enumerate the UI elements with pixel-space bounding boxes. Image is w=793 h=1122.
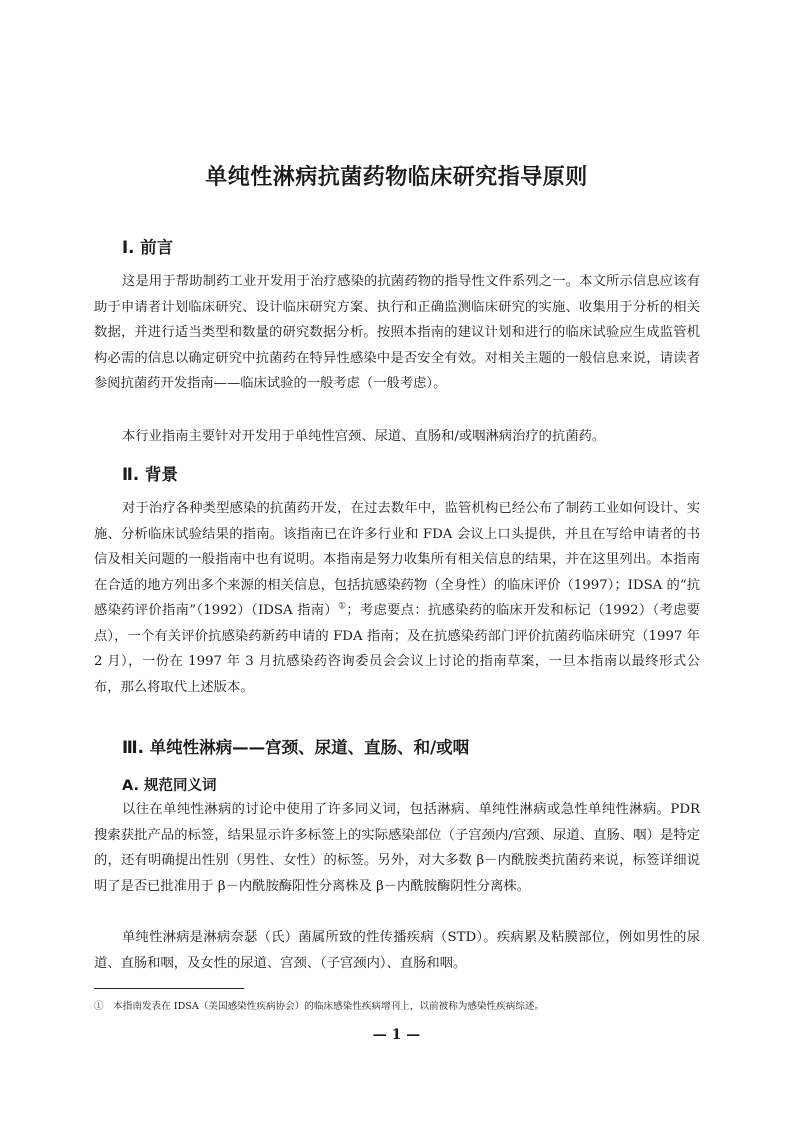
synonyms-paragraph-1: 以往在单纯性淋病的讨论中使用了许多同义词，包括淋病、单纯性淋病或急性单纯性淋病。PDR 搜索获批产品的标签，结果显示许多标签上的实际感染部位（子宫颈内/宫颈、尿道、直肠、咽）是特定的，还有明确提出性别（男性、女性）的标签。另外，对大多数 β－内酰胺类抗菌药来说，标签详细说明了是否已批准用于 β－内酰胺酶阳性分离株及 β－内酰胺酶阴性分离株。 — [94, 802, 700, 894]
section-heading-background: Ⅱ. 背景 — [122, 465, 178, 484]
page-number: — 1 — — [372, 1027, 421, 1043]
synonyms-paragraph-2: 单纯性淋病是淋病奈瑟（氏）菌属所致的性传播疾病（STD）。疾病累及粘膜部位，例如男性的尿道、直肠和咽，及女性的尿道、宫颈、（子宫颈内）、直肠和咽。 — [94, 930, 700, 971]
footnote-divider — [94, 988, 244, 989]
footnote: ① 本指南发表在 IDSA（美国感染性疾病协会）的临床感染性疾病增刊上，以前被称为感染性疾病综述。 — [94, 1001, 545, 1012]
preface-paragraph-1: 这是用于帮助制药工业开发用于治疗感染的抗菌药物的指导性文件系列之一。本文所示信息应该有助于申请者计划临床研究、设计临床研究方案、执行和正确监测临床研究的实施、收集用于分析的相关数据，并进行适当类型和数量的研究数据分析。按照本指南的建议计划和进行的临床试验应生成监管机构必需的信息以确定研究中抗菌药在特异性感染中是否安全有效。对相关主题的一般信息来说，请读者参阅抗菌药开发指南——临床试验的一般考虑（一般考虑）。 — [94, 274, 700, 391]
background-paragraph-1 — [94, 496, 700, 700]
subsection-heading-synonyms: A. 规范同义词 — [122, 778, 217, 794]
background-text-part-2: ；考虑要点：抗感染药的临床开发和标记（1992）（考虑要点），一个有关评价抗感染药新药申请的 FDA 指南；及在抗感染药部门评价抗菌药临床研究（1997 年 2 月），一份在 1997 年 3 月抗感染药咨询委员会会议上讨论的指南草案，一旦本指南以最终形式公布，那么将取代上述版本。 — [94, 603, 700, 695]
preface-paragraph-2: 本行业指南主要针对开发用于单纯性宫颈、尿道、直肠和/或咽淋病治疗的抗菌药。 — [122, 429, 606, 444]
page-title: 单纯性淋病抗菌药物临床研究指导原则 — [205, 165, 588, 190]
background-text-part-1: 对于治疗各种类型感染的抗菌药开发，在过去数年中，监管机构已经公布了制药工业如何设计、实施、分析临床试验结果的指南。该指南已在许多行业和 FDA 会议上口头提供，并且在写给申请者的书信及相关问题的一般指南中也有说明。本指南是努力收集所有相关信息的结果，并在这里列出。本指南在合适的地方列出多个来源的相关信息，包括抗感染药物（全身性）的临床评价（1997）；IDSA 的“抗感染药评价指南”（1992）（IDSA 指南） — [94, 501, 700, 618]
section-heading-preface: Ⅰ. 前言 — [122, 238, 174, 257]
footnote-marker[interactable]: ① — [337, 601, 347, 612]
section-heading-gonorrhea: Ⅲ. 单纯性淋病——宫颈、尿道、直肠、和/或咽 — [122, 738, 470, 757]
